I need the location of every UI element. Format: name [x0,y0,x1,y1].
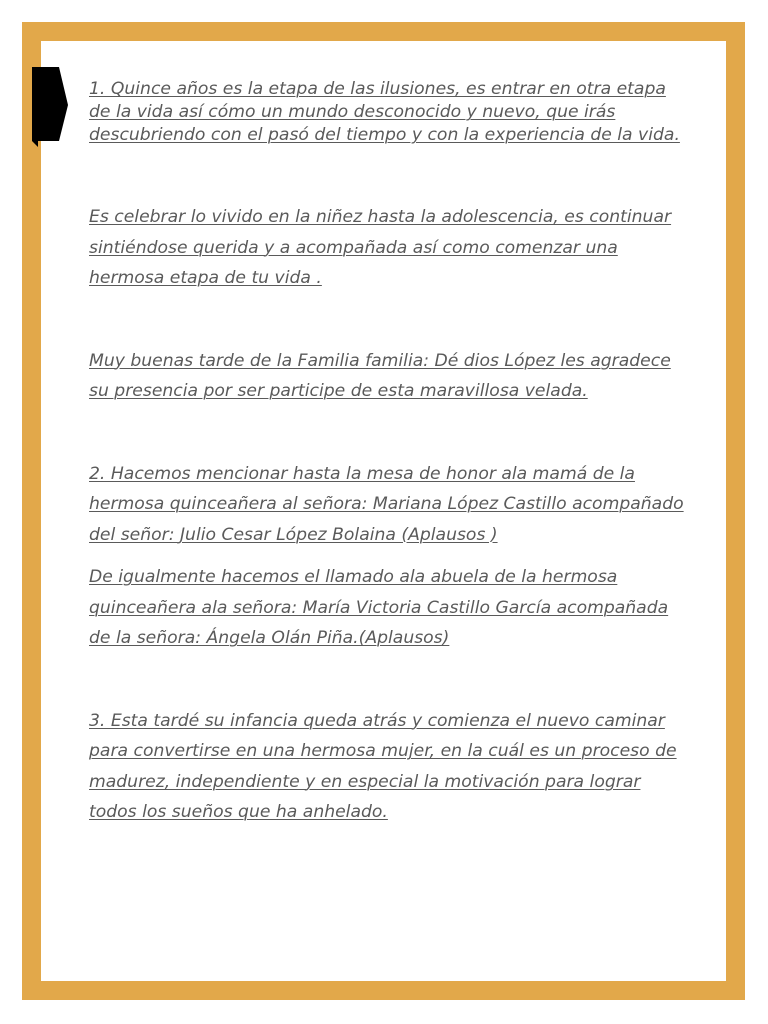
paragraph-welcome: Muy buenas tarde de la Familia familia: Dé dios López les agradece su presencia por ser participe de esta maravillosa velada. [89,350,671,401]
paragraph-celebration: Es celebrar lo vivido en la niñez hasta la adolescencia, es continuar sintiéndose querida y a acompañada así como comenzar una hermosa etapa de tu vida . [89,207,672,288]
document-body [89,78,689,828]
black-arrow-marker [32,67,68,147]
paragraph-intro: 1. Quince años es la etapa de las ilusiones, es entrar en otra etapa de la vida así cómo un mundo desconocido y nuevo, que irás descubriendo con el pasó del tiempo y con la experiencia de la vida. [89,79,680,145]
paragraph-mother-call: 2. Hacemos mencionar hasta la mesa de honor ala mamá de la hermosa quinceañera al señora: Mariana López Castillo acompañado del señor: Julio Cesar López Bolaina (Aplausos ) [89,463,684,545]
paragraph-grandmother-call: De igualmente hacemos el llamado ala abuela de la hermosa quinceañera ala señora: María Victoria Castillo García acompañada de la señora: Ángela Olán Piña.(Aplausos) [89,567,669,648]
paragraph-childhood: 3. Esta tardé su infancia queda atrás y comienza el nuevo caminar para convertirse en una hermosa mujer, en la cuál es un proceso de madurez, independiente y en especial la motivación para lograr todos los sueños que ha anhelado. [89,710,677,822]
